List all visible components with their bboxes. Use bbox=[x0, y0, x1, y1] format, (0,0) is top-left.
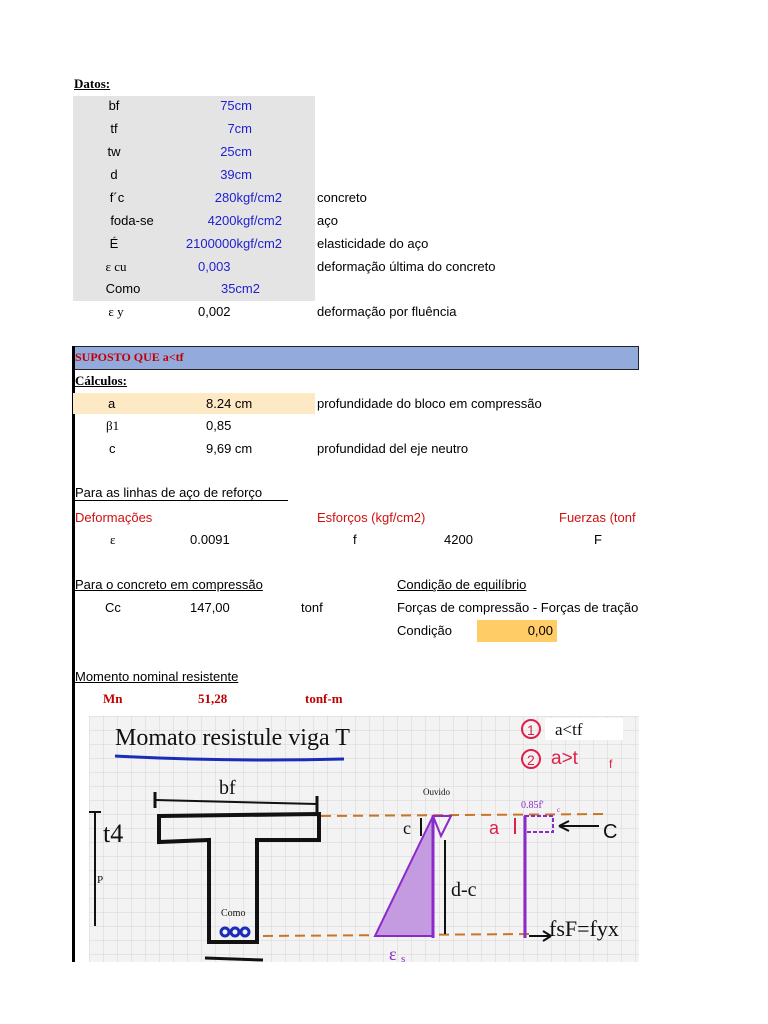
datos-value-ecu[interactable]: 0,003 bbox=[198, 259, 231, 274]
sketch-p: P bbox=[97, 874, 104, 886]
momento-mn-value: 51,28 bbox=[198, 691, 228, 706]
calc-value-a: 8.24 cm bbox=[206, 396, 253, 411]
equilibrio-cond-value: 0,00 bbox=[527, 623, 553, 638]
equilibrio-forcas: Forças de compressão - Forças de tração bbox=[397, 600, 639, 615]
equilibrio-title: Condição de equilíbrio bbox=[397, 577, 527, 592]
calc-value-beta1: 0,85 bbox=[206, 418, 232, 433]
concreto-cc-value: 147,00 bbox=[190, 600, 230, 615]
datos-value-tw[interactable]: 25cm bbox=[220, 144, 252, 159]
concreto-cc-unit: tonf bbox=[301, 600, 323, 615]
datos-label-ecu: ε cu bbox=[105, 259, 127, 274]
datos-value-ey: 0,002 bbox=[198, 304, 231, 319]
reforco-col-deformacoes: Deformações bbox=[75, 510, 153, 525]
section-header-title: SUPOSTO QUE a<tf bbox=[75, 350, 184, 364]
calculos-title: Cálculos: bbox=[75, 373, 127, 388]
datos-value-fy[interactable]: 4200kgf/cm2 bbox=[207, 213, 282, 228]
datos-label-d: d bbox=[110, 167, 118, 182]
datos-label-as: Como bbox=[105, 281, 141, 296]
datos-title: Datos: bbox=[74, 76, 111, 91]
datos-value-d[interactable]: 39cm bbox=[220, 167, 252, 182]
sketch-fc-sub: c bbox=[557, 806, 561, 814]
reforco-col-fuerzas: Fuerzas (tonf bbox=[559, 510, 636, 525]
datos-value-fc[interactable]: 280kgf/cm2 bbox=[214, 190, 282, 205]
datos-label-tf: tf bbox=[110, 121, 118, 136]
datos-note-es: elasticidade do aço bbox=[317, 236, 429, 251]
momento-mn-label: Mn bbox=[103, 691, 123, 706]
sketch-cc: C bbox=[603, 821, 618, 843]
sketch-dc: d-c bbox=[451, 879, 477, 901]
case2-sub: f bbox=[609, 757, 613, 771]
sketch-title: Momato resistule viga T bbox=[115, 725, 350, 751]
calc-label-beta1: β1 bbox=[106, 418, 120, 433]
datos-note-fy: aço bbox=[317, 213, 338, 228]
calc-note-a: profundidade do bloco em compressão bbox=[317, 396, 542, 411]
concreto-title: Para o concreto em compressão bbox=[75, 577, 263, 592]
datos-label-fy: foda-se bbox=[110, 213, 154, 228]
datos-label-tw: tw bbox=[107, 144, 121, 159]
sketch-eps-s: ε bbox=[389, 944, 397, 962]
reforco-f-value: 4200 bbox=[444, 532, 473, 547]
reforco-title: Para as linhas de aço de reforço bbox=[75, 486, 288, 501]
calc-label-c: c bbox=[109, 441, 116, 456]
equilibrio-cond-label: Condição bbox=[397, 623, 452, 638]
sketch-ouvido: Ouvido bbox=[423, 787, 450, 797]
case1-num: 1 bbox=[527, 722, 535, 738]
case1-text: a<tf bbox=[555, 720, 583, 739]
case2-num: 2 bbox=[527, 752, 535, 768]
concreto-cc-label: Cc bbox=[105, 600, 121, 615]
reforco-eps-label: ε bbox=[110, 532, 116, 547]
tw-dim-line bbox=[205, 958, 263, 960]
datos-value-tf[interactable]: 7cm bbox=[227, 121, 252, 136]
datos-note-ey: deformação por fluência bbox=[317, 304, 457, 319]
datos-note-ecu: deformação última do concreto bbox=[317, 259, 496, 274]
sketch-a: a bbox=[489, 818, 500, 838]
left-border-line bbox=[72, 346, 75, 962]
datos-note-fc: concreto bbox=[317, 190, 367, 205]
datos-label-bf: bf bbox=[108, 98, 120, 113]
momento-title: Momento nominal resistente bbox=[75, 669, 239, 684]
datos-label-es: É bbox=[109, 236, 119, 251]
reforco-col-esforcos: Esforços (kgf/cm2) bbox=[317, 510, 426, 525]
sketch-c: c bbox=[403, 818, 411, 838]
sketch-t4: t4 bbox=[103, 819, 124, 848]
datos-value-as[interactable]: 35cm2 bbox=[220, 281, 260, 296]
datos-value-bf[interactable]: 75cm bbox=[220, 98, 252, 113]
reforco-f-label: f bbox=[353, 532, 357, 547]
t-beam-sketch bbox=[89, 716, 639, 962]
calc-label-a: a bbox=[108, 396, 116, 411]
calc-value-c: 9,69 cm bbox=[206, 441, 253, 456]
case2-text: a>t bbox=[551, 748, 578, 769]
sketch-como: Como bbox=[221, 908, 246, 919]
sketch-eps-sub: s bbox=[401, 953, 406, 962]
momento-mn-unit: tonf-m bbox=[305, 691, 343, 706]
sketch-bf: bf bbox=[219, 777, 236, 799]
sketch-fs: fsF=fyx bbox=[549, 916, 619, 941]
calc-note-c: profundidad del eje neutro bbox=[317, 441, 469, 456]
reforco-F-label: F bbox=[594, 532, 602, 547]
datos-label-ey: ε y bbox=[108, 304, 124, 319]
datos-label-fc: f´c bbox=[109, 190, 125, 205]
right-border-line bbox=[638, 346, 639, 370]
sketch-fc: 0.85f' bbox=[521, 800, 544, 811]
datos-value-es[interactable]: 2100000kgf/cm2 bbox=[185, 236, 282, 251]
reforco-eps-value: 0.0091 bbox=[190, 532, 230, 547]
